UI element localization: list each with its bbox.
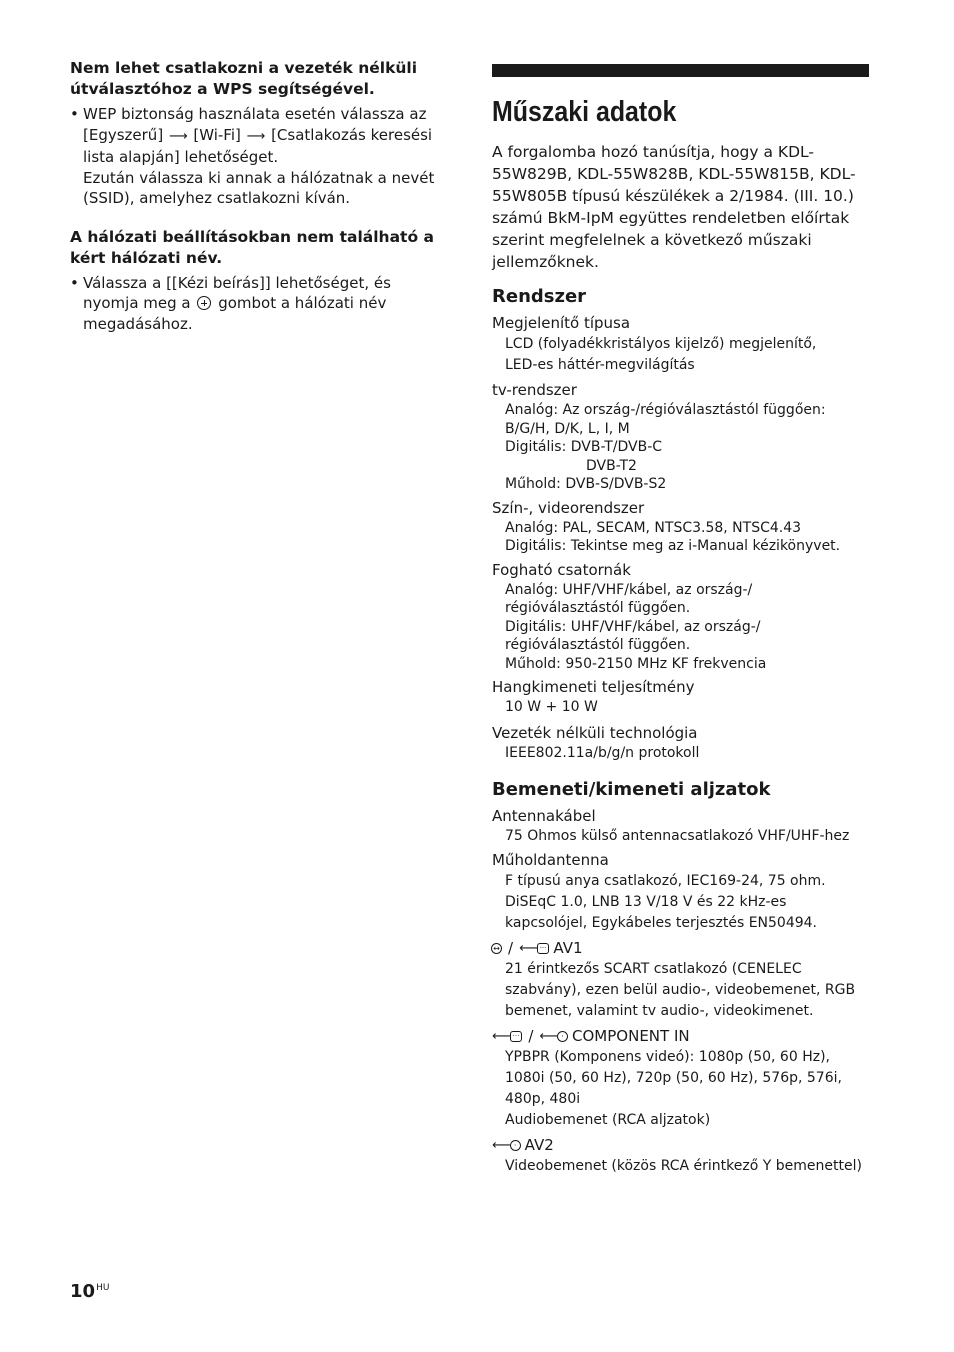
troubleshooting-column	[70, 58, 450, 346]
channels-label: Fogható csatornák	[492, 560, 631, 579]
channels-line: Műhold: 950-2150 MHz KF frekvencia	[505, 655, 767, 672]
display-type-line: LED-es háttér-megvilágítás	[505, 357, 695, 373]
section-bar	[492, 64, 869, 77]
wps-text: WEP biztonság használata esetén válassza az	[83, 105, 427, 123]
av2-label	[492, 1135, 869, 1156]
color-system-label: Szín-, videorendszer	[492, 498, 645, 517]
tv-system-value	[492, 401, 869, 494]
av1-label	[492, 938, 869, 959]
wps-text-2: Ezután válassza ki annak a hálózatnak a nevét (SSID), amelyhez csatlakozni kíván.	[83, 168, 435, 207]
page-number-value: 10	[70, 1281, 96, 1302]
satellite-line: DiSEqC 1.0, LNB 13 V/18 V és 22 kHz-es kapcsolójel, Egykábeles terjesztés EN50494.	[505, 893, 817, 931]
tv-system-line: Digitális: DVB-T/DVB-C	[505, 439, 663, 455]
menu-item-wifi: [Wi-Fi]	[193, 125, 241, 144]
channels-value	[492, 581, 869, 674]
display-type-value	[492, 334, 869, 376]
menu-item-simple: [Egyszerű]	[83, 125, 164, 144]
bullet-dot: •	[70, 273, 79, 292]
audio-output-label: Hangkimeneti teljesítmény	[492, 678, 695, 696]
ssid-text: Válassza a [[Kézi beírás]] lehetőséget, és nyomja meg a	[83, 273, 391, 312]
input-output-icon: ↔	[492, 943, 502, 954]
intro-paragraph: A forgalomba hozó tanúsítja, hogy a KDL-55W829B, KDL-55W828B, KDL-55W815B, KDL-55W805B típusú készülékek a 2/1984. (III. 10.) számú BkM-IpM együttes rendeletben előírtak szerint megfelelnek a következő műszaki jellemzőknek.	[492, 143, 856, 271]
tv-system-line: Analóg: Az ország-/régióválasztástól függően: B/G/H, D/K, L, I, M	[505, 402, 826, 437]
video-input-icon: ⟵ ·	[492, 1135, 521, 1156]
channels-line: Digitális: UHF/VHF/kábel, az ország-/ régióválasztástól függően.	[505, 618, 761, 653]
language-code: HU	[96, 1283, 110, 1293]
audio-input-icon: ⟵ ·	[539, 1026, 568, 1047]
system-heading: Rendszer	[492, 286, 587, 307]
ssid-heading: A hálózati beállításokban nem található a kért hálózati név.	[70, 227, 434, 267]
specifications-column	[492, 64, 869, 1177]
tv-system-line: DVB-T2	[586, 457, 637, 474]
arrow-right-icon: ⟶	[168, 128, 188, 144]
av1-value: 21 érintkezős SCART csatlakozó (CENELEC szabvány), ezen belül audio-, videobemenet, RGB bemenet, valamint tv audio-, videokimenet.	[505, 960, 856, 1019]
color-system-line: Digitális: Tekintse meg az i-Manual kézikönyvet.	[505, 538, 841, 554]
satellite-label: Műholdantenna	[492, 850, 609, 869]
channels-line: Analóg: UHF/VHF/kábel, az ország-/ régióválasztástól függően.	[505, 581, 753, 616]
av2-text: AV2	[524, 1135, 554, 1154]
ssid-bullet	[70, 273, 450, 335]
display-type-label: Megjelenítő típusa	[492, 314, 631, 332]
page-title: Műszaki adatok	[492, 96, 677, 128]
antenna-value: 75 Ohmos külső antennacsatlakozó VHF/UHF-hez	[505, 828, 850, 844]
io-heading: Bemeneti/kimeneti aljzatok	[492, 779, 771, 800]
tv-system-line: Műhold: DVB-S/DVB-S2	[505, 476, 667, 492]
wps-heading: Nem lehet csatlakozni a vezeték nélküli útválasztóhoz a WPS segítségével.	[70, 59, 418, 98]
ssid-text-2: gombot a hálózati név megadásához.	[83, 294, 387, 333]
av2-value: Videobemenet (közös RCA érintkező Y bemenettel)	[505, 1157, 862, 1174]
video-input-icon: ⟵ ···	[519, 938, 549, 959]
bullet-dot: •	[70, 105, 79, 123]
component-video-icon: ⟵ ···	[492, 1026, 522, 1047]
component-line: Audiobemenet (RCA aljzatok)	[505, 1111, 711, 1128]
slash: /	[508, 938, 514, 957]
component-value	[492, 1047, 869, 1131]
av1-text: AV1	[553, 938, 583, 957]
satellite-line: F típusú anya csatlakozó, IEC169-24, 75 ohm.	[505, 872, 826, 889]
arrow-right-icon: ⟶	[246, 128, 266, 144]
page-number	[70, 1281, 109, 1302]
audio-output-value: 10 W + 10 W	[505, 699, 598, 715]
wireless-value: IEEE802.11a/b/g/n protokoll	[505, 744, 700, 761]
color-system-value	[492, 519, 869, 556]
wps-bullet	[70, 104, 450, 209]
wireless-label: Vezeték nélküli technológia	[492, 723, 698, 742]
menu-item-scan: [Csatlakozás keresési lista alapján] lehetőséget.	[83, 125, 433, 166]
display-type-line: LCD (folyadékkristályos kijelző) megjelenítő,	[505, 336, 817, 352]
enter-button-icon	[197, 296, 211, 310]
color-system-line: Analóg: PAL, SECAM, NTSC3.58, NTSC4.43	[505, 519, 802, 536]
component-line: YPBPR (Komponens videó): 1080p (50, 60 Hz), 1080i (50, 60 Hz), 720p (50, 60 Hz), 576p, 576i, 480p, 480i	[505, 1048, 842, 1107]
tv-system-label: tv-rendszer	[492, 381, 577, 399]
slash: /	[528, 1026, 534, 1045]
satellite-value	[492, 871, 869, 934]
component-label	[492, 1026, 869, 1047]
antenna-label: Antennakábel	[492, 807, 596, 825]
component-text: COMPONENT IN	[572, 1026, 690, 1045]
